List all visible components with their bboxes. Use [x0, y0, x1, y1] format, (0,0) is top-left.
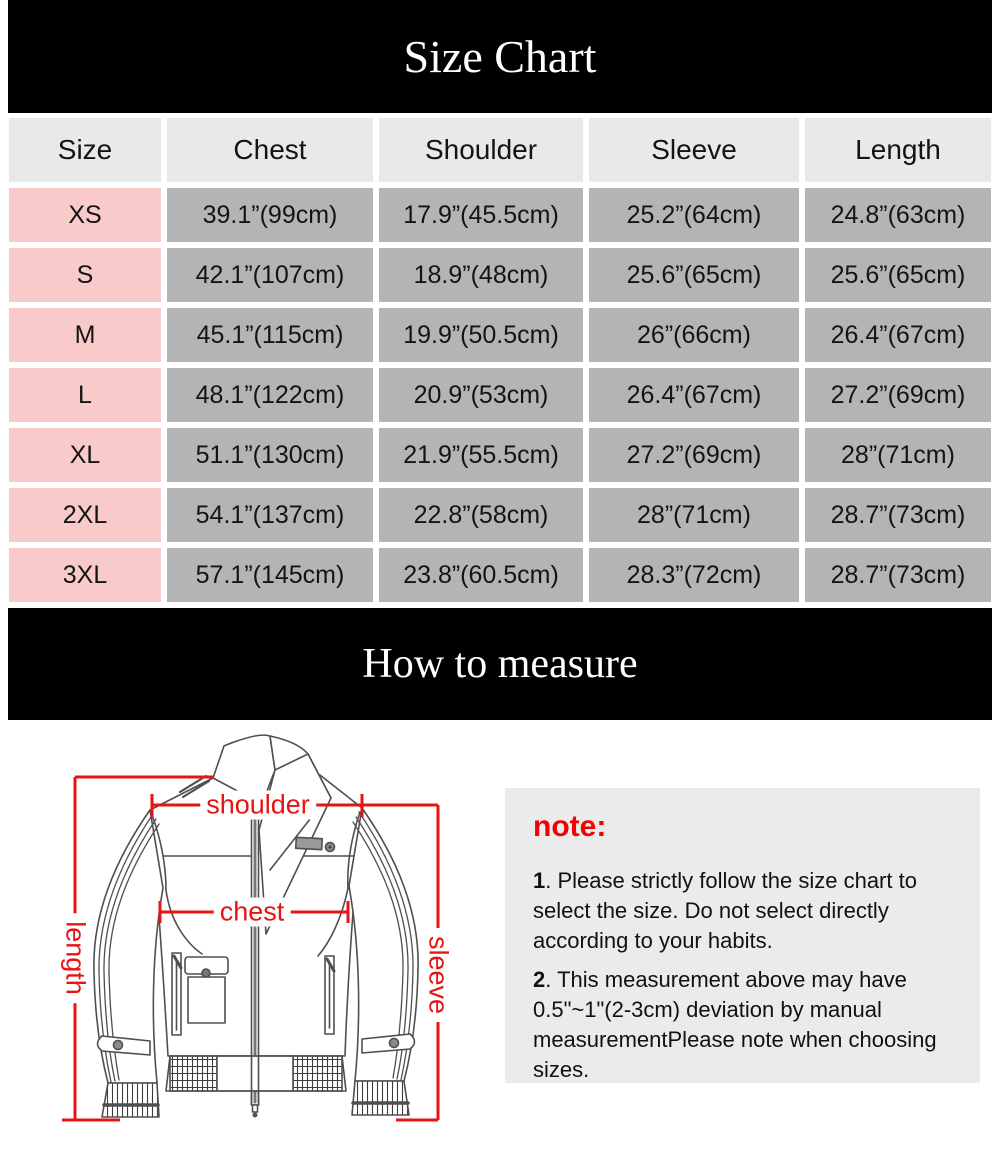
note-panel	[505, 788, 980, 1083]
size-label: XS	[9, 188, 161, 242]
length-value: 28”(71cm)	[805, 428, 991, 482]
sleeve-value: 26”(66cm)	[589, 308, 799, 362]
shoulder-value: 21.9”(55.5cm)	[379, 428, 583, 482]
chest-value: 51.1”(130cm)	[167, 428, 373, 482]
table-row	[9, 488, 991, 542]
note-item-1	[533, 866, 954, 956]
header-length: Length	[805, 118, 991, 182]
shoulder-measure-label: shoulder	[200, 791, 316, 820]
length-value: 24.8”(63cm)	[805, 188, 991, 242]
sleeve-value: 25.2”(64cm)	[589, 188, 799, 242]
table-header-row	[9, 118, 991, 182]
sleeve-value: 25.6”(65cm)	[589, 248, 799, 302]
size-table-section	[0, 112, 1000, 608]
shoulder-value: 17.9”(45.5cm)	[379, 188, 583, 242]
length-value: 26.4”(67cm)	[805, 308, 991, 362]
note-item-2-number: 2	[533, 967, 546, 992]
chest-value: 57.1”(145cm)	[167, 548, 373, 602]
note-item-2	[533, 965, 954, 1085]
header-shoulder: Shoulder	[379, 118, 583, 182]
note-item-2-text: . This measurement above may have 0.5"~1"(2-3cm) deviation by manual measurementPlease note when choosing sizes.	[533, 967, 937, 1082]
sleeve-value: 28”(71cm)	[589, 488, 799, 542]
header-size: Size	[9, 118, 161, 182]
note-item-1-text: . Please strictly follow the size chart to select the size. Do not select directly according to your habits.	[533, 868, 917, 953]
header-chest: Chest	[167, 118, 373, 182]
size-label: S	[9, 248, 161, 302]
table-row	[9, 188, 991, 242]
length-value: 28.7”(73cm)	[805, 488, 991, 542]
sleeve-value: 26.4”(67cm)	[589, 368, 799, 422]
how-to-measure-banner	[8, 608, 992, 720]
table-row	[9, 308, 991, 362]
chest-value: 39.1”(99cm)	[167, 188, 373, 242]
chest-measure-label: chest	[214, 898, 291, 927]
sleeve-value: 27.2”(69cm)	[589, 428, 799, 482]
chest-value: 42.1”(107cm)	[167, 248, 373, 302]
size-label: 3XL	[9, 548, 161, 602]
size-label: L	[9, 368, 161, 422]
size-label: 2XL	[9, 488, 161, 542]
shoulder-value: 23.8”(60.5cm)	[379, 548, 583, 602]
size-chart-title: Size Chart	[403, 31, 597, 82]
size-label: M	[9, 308, 161, 362]
sleeve-value: 28.3”(72cm)	[589, 548, 799, 602]
table-row	[9, 548, 991, 602]
length-value: 25.6”(65cm)	[805, 248, 991, 302]
chest-value: 48.1”(122cm)	[167, 368, 373, 422]
chest-value: 54.1”(137cm)	[167, 488, 373, 542]
size-chart-banner	[8, 0, 992, 113]
how-to-measure-title: How to measure	[362, 641, 638, 687]
shoulder-value: 20.9”(53cm)	[379, 368, 583, 422]
header-sleeve: Sleeve	[589, 118, 799, 182]
table-row	[9, 368, 991, 422]
shoulder-value: 22.8”(58cm)	[379, 488, 583, 542]
shoulder-value: 18.9”(48cm)	[379, 248, 583, 302]
size-label: XL	[9, 428, 161, 482]
jacket-measure-diagram	[30, 720, 510, 1150]
note-heading: note:	[533, 810, 607, 843]
length-value: 28.7”(73cm)	[805, 548, 991, 602]
sleeve-measure-label: sleeve	[424, 928, 453, 1022]
length-value: 27.2”(69cm)	[805, 368, 991, 422]
table-row	[9, 248, 991, 302]
chest-value: 45.1”(115cm)	[167, 308, 373, 362]
table-row	[9, 428, 991, 482]
note-item-1-number: 1	[533, 868, 546, 893]
length-measure-label: length	[61, 913, 90, 1003]
size-table	[3, 112, 997, 608]
shoulder-value: 19.9”(50.5cm)	[379, 308, 583, 362]
